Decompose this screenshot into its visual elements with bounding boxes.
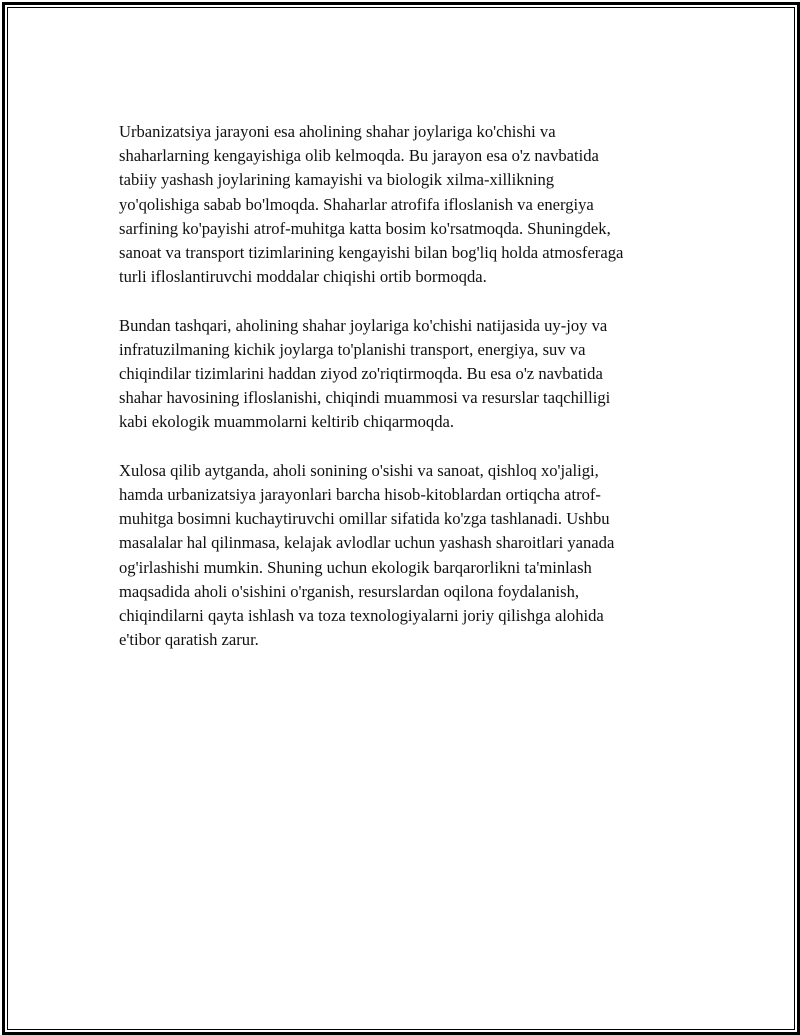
text-line: shaharlarning kengayishiga olib kelmoqda. Bu jarayon esa o'z navbatida: [119, 146, 599, 166]
text-line: chiqindilar tizimlarini haddan ziyod zo'riqtirmoqda. Bu esa o'z navbatida: [119, 364, 603, 384]
text-line: masalalar hal qilinmasa, kelajak avlodlar uchun yashash sharoitlari yanada: [119, 533, 615, 553]
text-line: maqsadida aholi o'sishini o'rganish, resurslardan oqilona foydalanish,: [119, 581, 580, 601]
paragraph-infrastructure: [119, 314, 704, 435]
page-border: [2, 2, 800, 1035]
text-line: Bundan tashqari, aholining shahar joylariga ko'chishi natijasida uy-joy va: [119, 315, 608, 335]
text-line: e'tibor qaratish zarur.: [119, 630, 259, 650]
text-line: kabi ekologik muammolarni keltirib chiqarmoqda.: [119, 412, 455, 432]
text-line: shahar havosining ifloslanishi, chiqindi muammosi va resurslar taqchilligi: [119, 388, 611, 408]
text-line: tabiiy yashash joylarining kamayishi va biologik xilma-xillikning: [119, 170, 555, 190]
text-line: og'irlashishi mumkin. Shuning uchun ekologik barqarorlikni ta'minlash: [119, 557, 592, 577]
document-body: [119, 120, 704, 677]
text-line: Xulosa qilib aytganda, aholi sonining o'sishi va sanoat, qishloq xo'jaligi,: [119, 460, 599, 480]
text-line: infratuzilmaning kichik joylarga to'planishi transport, energiya, suv va: [119, 339, 586, 359]
text-line: chiqindilarni qayta ishlash va toza texnologiyalarni joriy qilishga alohida: [119, 606, 604, 626]
paragraph-urbanization: [119, 120, 704, 289]
text-line: turli ifloslantiruvchi moddalar chiqishi ortib bormoqda.: [119, 267, 487, 287]
text-line: hamda urbanizatsiya jarayonlari barcha hisob-kitoblardan ortiqcha atrof-: [119, 485, 601, 505]
paragraph-conclusion: [119, 459, 704, 653]
text-line: sarfining ko'payishi atrof-muhitga katta bosim ko'rsatmoqda. Shuningdek,: [119, 218, 611, 238]
text-line: sanoat va transport tizimlarining kengayishi bilan bog'liq holda atmosferaga: [119, 243, 624, 263]
text-line: Urbanizatsiya jarayoni esa aholining shahar joylariga ko'chishi va: [119, 122, 556, 141]
text-line: yo'qolishiga sabab bo'lmoqda. Shaharlar atrofifa ifloslanish va energiya: [119, 194, 594, 214]
text-line: muhitga bosimni kuchaytiruvchi omillar sifatida ko'zga tashlanadi. Ushbu: [119, 509, 610, 529]
